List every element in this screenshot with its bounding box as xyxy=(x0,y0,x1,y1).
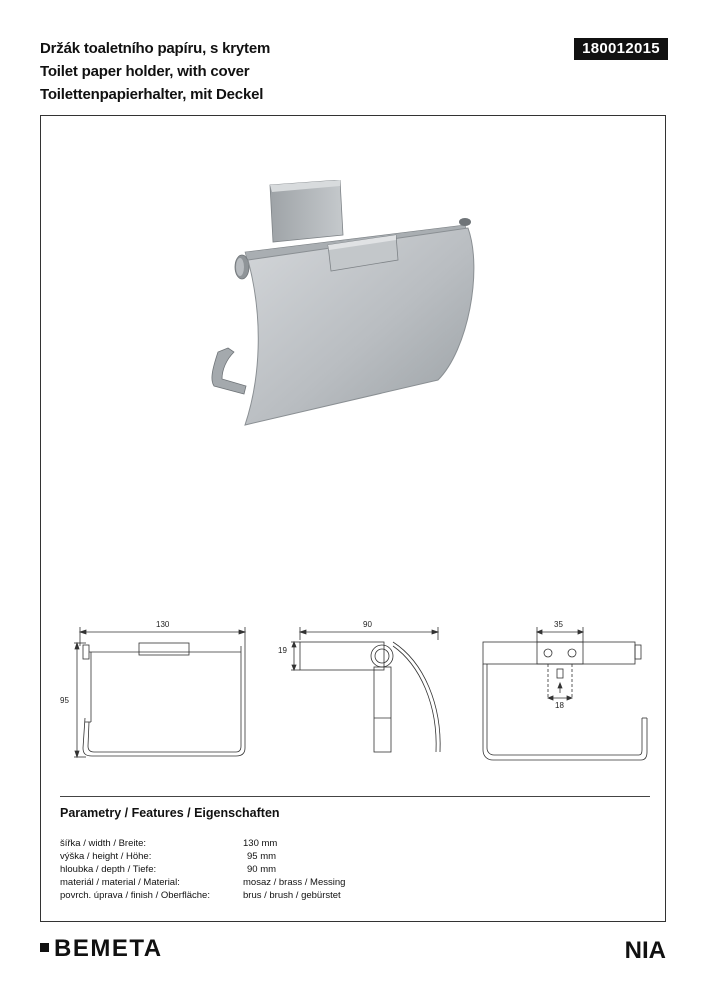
features-heading: Parametry / Features / Eigenschaften xyxy=(60,806,280,820)
param-value-finish: brus / brush / gebürstet xyxy=(243,890,341,901)
param-label-finish: povrch. úprava / finish / Oberfläche: xyxy=(60,890,210,901)
back-view-drawing xyxy=(483,627,647,760)
param-label-material: materiál / material / Material: xyxy=(60,877,180,888)
back-hole-dimension: 18 xyxy=(555,701,564,710)
section-divider xyxy=(60,796,650,797)
brand-mark xyxy=(40,943,49,952)
side-view-drawing xyxy=(291,627,440,752)
back-plate-dimension: 35 xyxy=(554,620,563,629)
series-name: NIA xyxy=(624,937,666,964)
title-czech: Držák toaletního papíru, s krytem xyxy=(40,40,271,57)
param-value-material: mosaz / brass / Messing xyxy=(243,877,346,888)
front-view-drawing xyxy=(74,627,245,757)
param-label-height: výška / height / Höhe: xyxy=(60,851,152,862)
front-width-dimension: 130 xyxy=(156,620,170,629)
front-height-dimension: 95 xyxy=(60,696,69,705)
param-value-width: 130 mm xyxy=(243,838,278,849)
brand-name: BEMETA xyxy=(54,935,163,962)
side-cover-dimension: 19 xyxy=(278,646,287,655)
title-english: Toilet paper holder, with cover xyxy=(40,63,250,80)
param-label-depth: hloubka / depth / Tiefe: xyxy=(60,864,157,875)
param-value-height: 95 mm xyxy=(247,851,277,862)
param-label-width: šířka / width / Breite: xyxy=(60,838,147,849)
product-code-badge: 180012015 xyxy=(574,38,668,60)
title-german: Toilettenpapierhalter, mit Deckel xyxy=(40,86,264,103)
side-depth-dimension: 90 xyxy=(363,620,372,629)
param-value-depth: 90 mm xyxy=(247,864,277,875)
